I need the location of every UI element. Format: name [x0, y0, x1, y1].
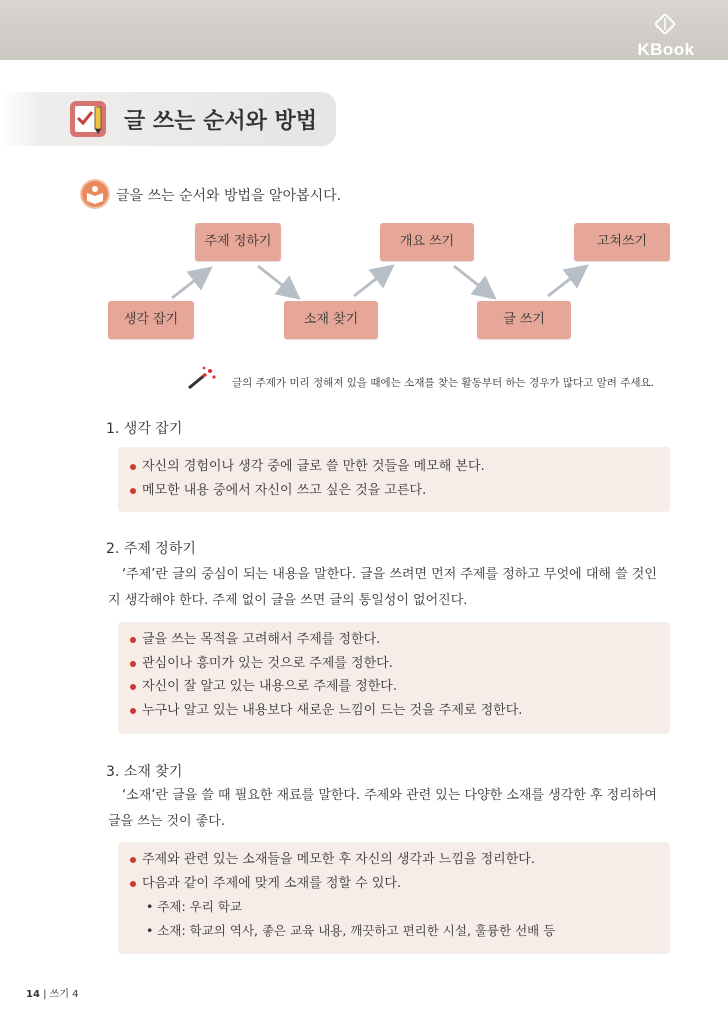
top-band	[0, 0, 728, 60]
flow-arrow	[454, 266, 492, 296]
list-item: 메모한 내용 중에서 자신이 쓰고 싶은 것을 고른다.	[118, 479, 670, 503]
bullet-box	[118, 622, 670, 734]
flow-arrow	[258, 266, 296, 296]
sub-item: • 주제: 우리 학교	[146, 899, 242, 914]
paragraph: ‘주제’란 글의 중심이 되는 내용을 말한다. 글을 쓰려면 먼저 주제를 정하고 무엇에 대해 쓸 것인 지 생각해야 한다. 주제 없이 글을 쓰면 글의 통일성이 없어진다.	[108, 567, 657, 608]
book-logo-icon	[655, 14, 675, 34]
list-item: 주제와 관련 있는 소재들을 메모한 후 자신의 생각과 느낌을 정리한다.	[118, 848, 670, 872]
book-title: 쓰기 4	[49, 989, 79, 1000]
flow-step-topic: 주제 정하기	[195, 223, 281, 261]
list-item: 자신이 잘 알고 있는 내용으로 주제를 정한다.	[118, 675, 670, 699]
page-number: 14	[26, 989, 40, 1000]
list-item: 다음과 같이 주제에 맞게 소재를 정할 수 있다.	[118, 872, 670, 896]
teacher-note: 글의 주제가 미리 정해져 있을 때에는 소재를 찾는 활동부터 하는 경우가 많다고 알려 주세요.	[232, 377, 655, 389]
flow-arrow	[354, 268, 390, 296]
paragraph: ‘소재’란 글을 쓸 때 필요한 재료를 말한다. 주제와 관련 있는 다양한 소재를 생각한 후 정리하여 글을 쓰는 것이 좋다.	[108, 788, 657, 829]
flow-step-outline: 개요 쓰기	[380, 223, 474, 261]
section-title: 2. 주제 정하기	[106, 541, 196, 557]
checklist-pencil-icon	[70, 101, 106, 137]
flow-step-revise: 고쳐쓰기	[574, 223, 670, 261]
bullet-box	[118, 447, 670, 512]
list-item: 글을 쓰는 목적을 고려해서 주제를 정한다.	[118, 628, 670, 652]
section-title: 1. 생각 잡기	[106, 421, 183, 437]
page-title: 글 쓰는 순서와 방법	[124, 109, 317, 134]
flow-step-write: 글 쓰기	[477, 301, 571, 339]
sub-item: • 소재: 학교의 역사, 좋은 교육 내용, 깨끗하고 편리한 시설, 훌륭한 선배 등	[146, 923, 556, 938]
book-reading-icon	[82, 181, 108, 207]
list-item: 자신의 경험이나 생각 중에 글로 쓸 만한 것들을 메모해 본다.	[118, 455, 670, 479]
flow-step-think: 생각 잡기	[108, 301, 194, 339]
section-title: 3. 소재 찾기	[106, 764, 183, 780]
brand-logo	[634, 14, 698, 58]
page-footer	[26, 985, 79, 1000]
list-item: 누구나 알고 있는 내용보다 새로운 느낌이 드는 것을 주제로 정한다.	[118, 699, 670, 723]
list-item: 관심이나 흥미가 있는 것으로 주제를 정한다.	[118, 652, 670, 676]
footer-separator: |	[43, 989, 47, 1000]
brand-name: KBook	[637, 40, 695, 59]
flow-step-material: 소재 찾기	[284, 301, 378, 339]
bullet-box	[118, 842, 670, 954]
intro-text: 글을 쓰는 순서와 방법을 알아봅시다.	[116, 188, 342, 204]
magic-wand-icon	[186, 366, 218, 392]
flow-arrow	[548, 268, 584, 296]
flow-arrow	[172, 270, 208, 298]
